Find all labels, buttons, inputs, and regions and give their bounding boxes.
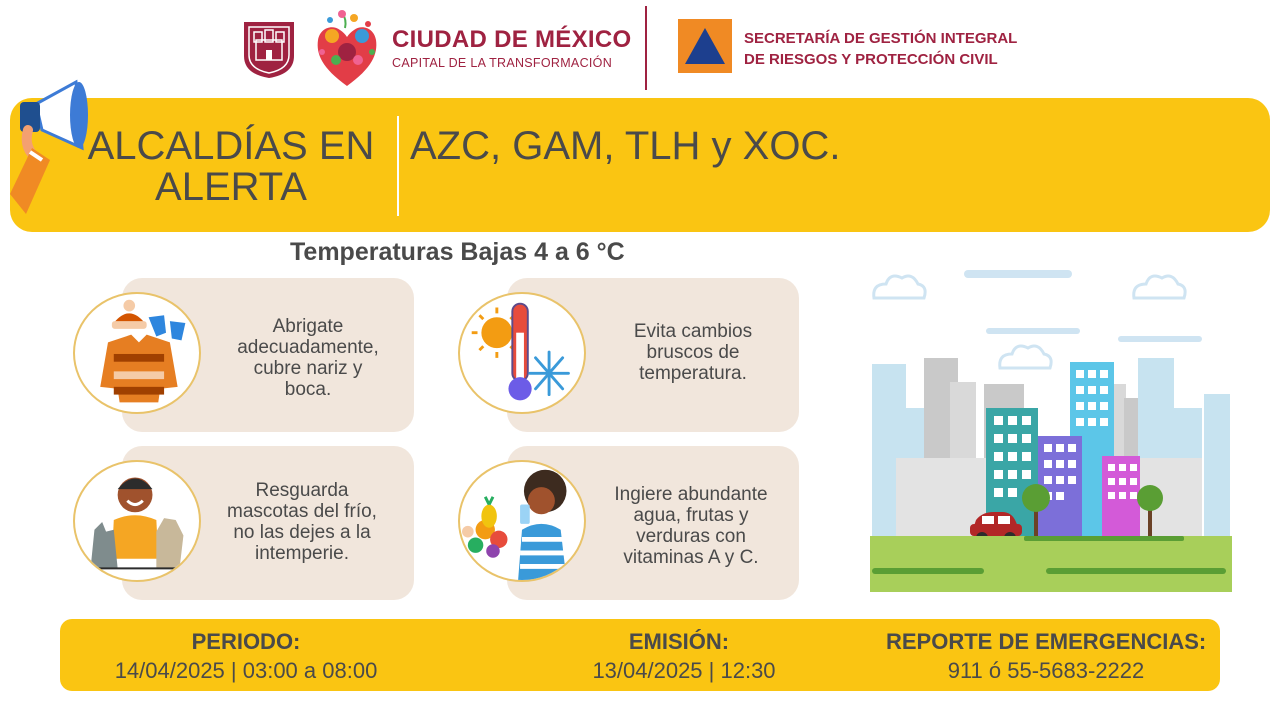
agency-title-line1: SECRETARÍA DE GESTIÓN INTEGRAL: [744, 30, 1018, 47]
emission-label: EMISIÓN:: [628, 629, 730, 654]
pets-icon: [73, 460, 201, 582]
agency-title-line2: DE RIESGOS Y PROTECCIÓN CIVIL: [744, 51, 998, 68]
header: [0, 0, 1280, 96]
tip-text: [593, 321, 793, 384]
tip-line: agua, frutas y: [633, 505, 749, 526]
tip-line: boca.: [284, 379, 332, 400]
tip-line: no las dejes a la: [233, 522, 371, 543]
banner-divider: [397, 116, 399, 216]
cdmx-title: CIUDAD DE MÉXICO: [392, 26, 632, 53]
agency-title: [744, 28, 1017, 70]
city-illustration: [866, 258, 1236, 594]
tip-line: Resguarda: [255, 480, 349, 501]
thermometer-icon: [458, 292, 586, 414]
tip-line: intemperie.: [255, 543, 349, 564]
cdmx-heart-logo-icon: [312, 6, 382, 90]
emission-value: 13/04/2025 | 12:30: [592, 658, 776, 683]
period-label: PERIODO:: [191, 629, 301, 654]
hydration-fruit-icon: [458, 460, 586, 582]
cloud-icon: [874, 276, 1185, 368]
header-divider: [645, 6, 647, 90]
tip-line: adecuadamente,: [237, 337, 379, 358]
temperature-subtitle: Temperaturas Bajas 4 a 6 °C: [290, 238, 625, 266]
tip-line: Evita cambios: [633, 321, 753, 342]
tip-line: mascotas del frío,: [227, 501, 377, 522]
winter-clothes-icon: [73, 292, 201, 414]
tip-line: Ingiere abundante: [614, 484, 768, 505]
emergency-phone: 911 ó 55-5683-2222: [947, 658, 1145, 683]
tip-line: vitaminas A y C.: [623, 547, 759, 568]
period-value: 14/04/2025 | 03:00 a 08:00: [114, 658, 378, 683]
tip-line: verduras con: [636, 526, 746, 547]
tip-line: cubre nariz y: [253, 358, 363, 379]
tip-text: [202, 480, 402, 564]
cdmx-subtitle: CAPITAL DE LA TRANSFORMACIÓN: [392, 56, 613, 70]
alert-label-line2: ALERTA: [155, 165, 307, 209]
alert-boroughs: AZC, GAM, TLH y XOC.: [410, 124, 841, 168]
tip-text: [208, 316, 408, 400]
tip-line: bruscos de: [646, 342, 740, 363]
alert-label: [76, 126, 386, 208]
tip-text: [591, 484, 791, 568]
cdmx-seal-icon: [240, 18, 298, 80]
tip-line: temperatura.: [639, 363, 747, 384]
footer-bar: [60, 619, 1220, 691]
emergency-report-label: REPORTE DE EMERGENCIAS:: [886, 629, 1207, 654]
alert-label-line1: ALCALDÍAS EN: [87, 124, 375, 168]
sgirpc-logo-icon: [678, 19, 732, 73]
tip-line: Abrigate: [272, 316, 344, 337]
